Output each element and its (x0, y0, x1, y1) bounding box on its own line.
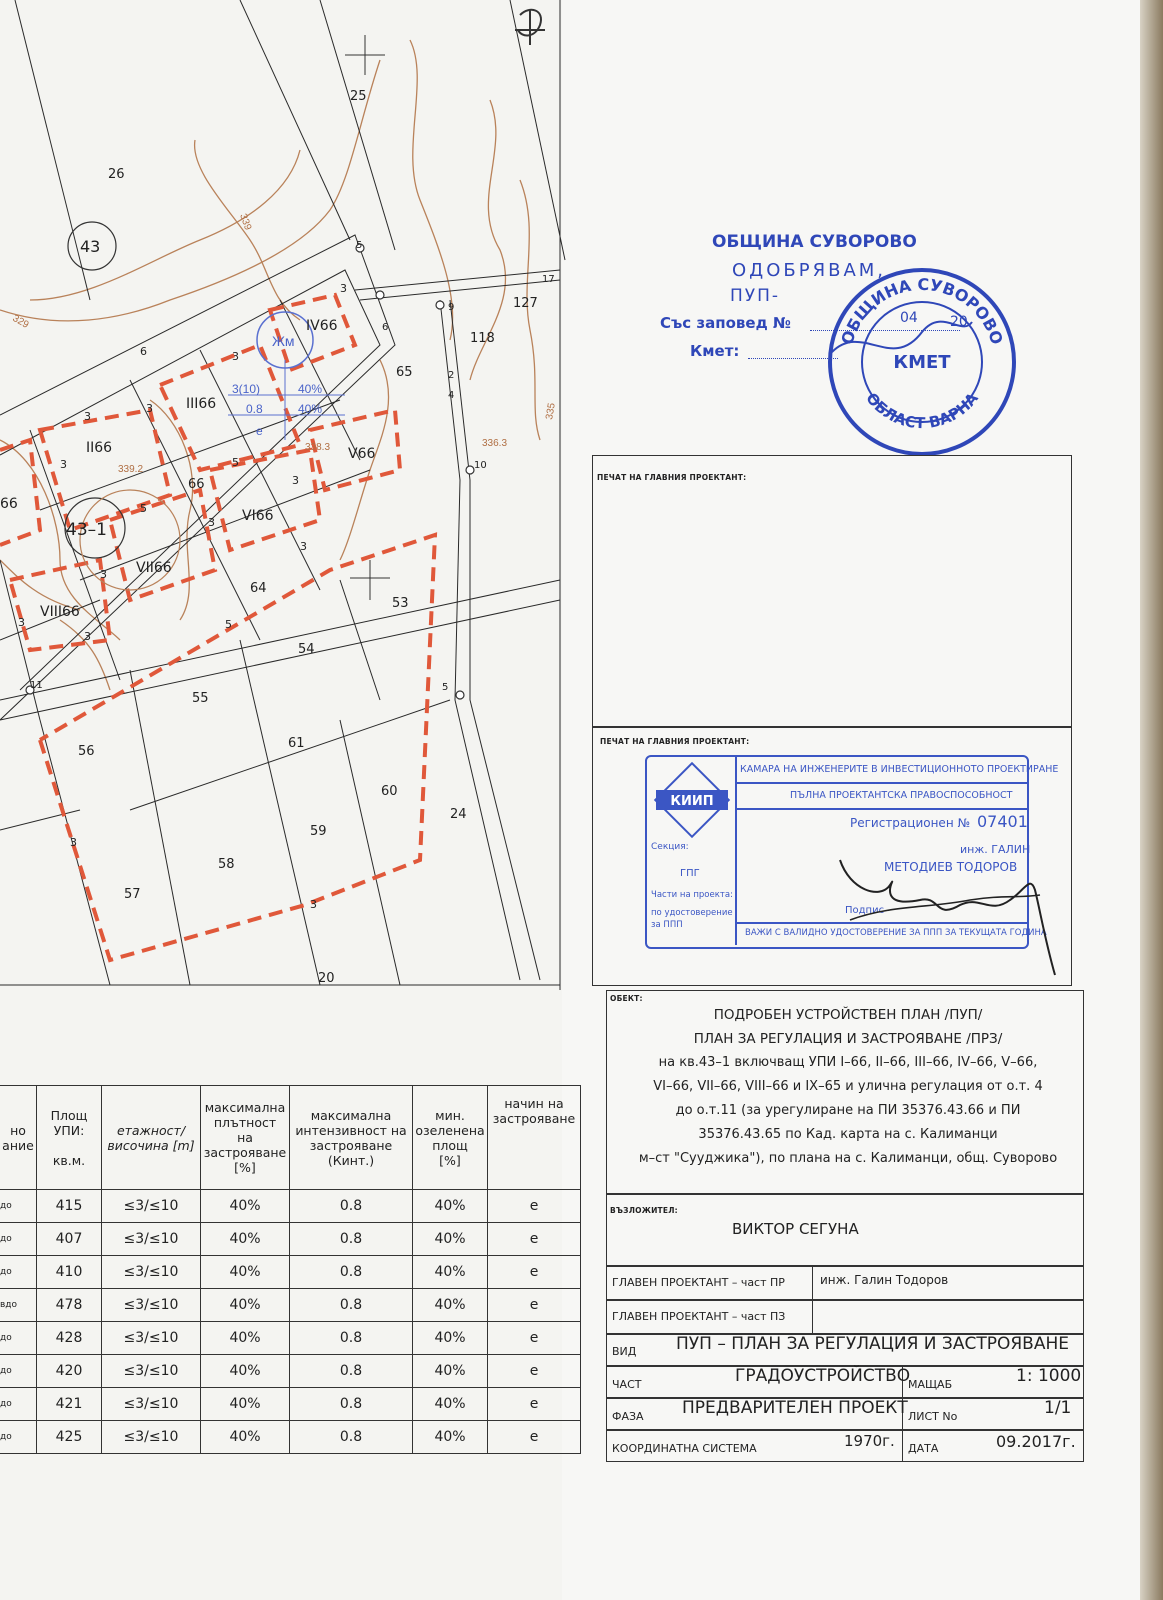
scale-value: 1: 1000 (1016, 1366, 1082, 1386)
col-area-header: Площ УПИ: кв.м. (37, 1086, 102, 1190)
table-row (0, 1421, 581, 1454)
table-cell-area: 478 (37, 1289, 102, 1322)
table-cell-c0: до (0, 1223, 37, 1256)
table-cell-density: 40% (201, 1223, 290, 1256)
object-line-2: ПЛАН ЗА РЕГУЛАЦИЯ И ЗАСТРОЯВАНЕ /ПРЗ/ (693, 1031, 1003, 1047)
north-mark-icon (500, 0, 560, 50)
table-cell-method: е (488, 1256, 581, 1289)
svg-text:КИИП: КИИП (670, 794, 714, 809)
table-cell-area: 420 (37, 1355, 102, 1388)
svg-text:3: 3 (18, 616, 25, 629)
parcel-label: 58 (218, 857, 235, 872)
designer-stamp-box-1 (592, 455, 1072, 727)
stamp-box-1-caption: ПЕЧАТ НА ГЛАВНИЯ ПРОЕКТАНТ: (597, 473, 747, 482)
parcel-label: 61 (288, 736, 305, 751)
parcel-label: 54 (298, 642, 315, 657)
table-cell-intensity: 0.8 (290, 1421, 413, 1454)
svg-text:5: 5 (225, 618, 232, 631)
coord-value: 1970г. (844, 1432, 895, 1450)
kiip-chamber: КАМАРА НА ИНЖЕНЕРИТЕ В ИНВЕСТИЦИОННОТО ПРОЕКТИРАНЕ (740, 764, 1059, 775)
table-cell-area: 421 (37, 1388, 102, 1421)
table-cell-green: 40% (413, 1256, 488, 1289)
contour-lines (0, 40, 540, 690)
parcel-label: 64 (250, 581, 267, 596)
municipality-stamp-line4: Със заповед № (660, 314, 791, 332)
chief-pr-value: инж. Галин Тодоров (820, 1273, 949, 1287)
svg-text:ОБЩИНА СУВОРОВО: ОБЩИНА СУВОРОВО (837, 274, 1007, 347)
table-row (0, 1322, 581, 1355)
object-line-1: ПОДРОБЕН УСТРОЙСТВЕН ПЛАН /ПУП/ (713, 1007, 983, 1023)
svg-text:2: 2 (448, 370, 455, 381)
parcel-label: 65 (396, 365, 413, 380)
table-cell-area: 415 (37, 1190, 102, 1223)
kiip-parts-value-2: за ППП (651, 920, 683, 930)
parcel-label: 20 (318, 971, 335, 986)
svg-text:3: 3 (70, 836, 77, 849)
chief-pz-label: ГЛАВЕН ПРОЕКТАНТ – част ПЗ (612, 1310, 786, 1323)
table-cell-green: 40% (413, 1190, 488, 1223)
kiip-section-label: Секция: (651, 842, 689, 852)
table-cell-floors: ≤3/≤10 (102, 1256, 201, 1289)
table-cell-intensity: 0.8 (290, 1289, 413, 1322)
svg-text:336.3: 336.3 (482, 438, 508, 449)
kiip-parts-value: по удостоверение (651, 908, 733, 918)
parcel-label: 60 (381, 784, 398, 799)
kiip-reg-label: Регистрационен № (850, 816, 970, 830)
upi-label: VII66 (136, 560, 172, 576)
kiip-parts-label: Части на проекта: (651, 890, 733, 900)
table-row (0, 1190, 581, 1223)
date-label: ДАТА (908, 1442, 939, 1455)
object-caption: ОБЕКТ: (610, 994, 643, 1003)
svg-text:5: 5 (442, 682, 449, 693)
assignor-value: ВИКТОР СЕГУНА (732, 1220, 859, 1238)
part-value: ГРАДОУСТРОЙСТВО (735, 1366, 911, 1386)
parcel-label: 53 (392, 596, 409, 611)
col-name-header: но ание (0, 1086, 37, 1190)
table-cell-floors: ≤3/≤10 (102, 1322, 201, 1355)
stamp-date-fragment: 04 (900, 310, 918, 326)
svg-text:5: 5 (356, 240, 363, 251)
table-cell-c0: до (0, 1421, 37, 1454)
kiip-engineer-line2: МЕТОДИЕВ ТОДОРОВ (884, 860, 1018, 874)
table-row (0, 1355, 581, 1388)
col-density-header: максимална плътност на застрояване [%] (201, 1086, 290, 1190)
kiip-reg-no: 07401 (977, 812, 1028, 831)
svg-text:338.3: 338.3 (305, 442, 331, 453)
table-row (0, 1388, 581, 1421)
handwritten-signature (830, 850, 1070, 980)
kiip-logo-icon (652, 760, 732, 840)
parcel-label: 127 (513, 296, 538, 311)
upi-label: VI66 (242, 508, 274, 524)
svg-text:3: 3 (208, 516, 215, 529)
upi-label: V66 (348, 446, 376, 462)
table-cell-area: 407 (37, 1223, 102, 1256)
svg-text:6: 6 (382, 322, 389, 333)
phase-label: ФАЗА (612, 1410, 644, 1423)
table-cell-floors: ≤3/≤10 (102, 1190, 201, 1223)
table-row (0, 1289, 581, 1322)
table-cell-c0: до (0, 1388, 37, 1421)
parcel-label: 55 (192, 691, 209, 706)
table-cell-c0: до (0, 1322, 37, 1355)
svg-text:3: 3 (146, 402, 153, 415)
block-label-2: 43–1 (66, 520, 107, 540)
table-cell-density: 40% (201, 1388, 290, 1421)
date-value: 09.2017г. (996, 1432, 1076, 1451)
table-cell-floors: ≤3/≤10 (102, 1289, 201, 1322)
object-line-3: на кв.43–1 включващ УПИ I–66, II–66, III–66, IV–66, V–66, (658, 1055, 1038, 1070)
table-cell-density: 40% (201, 1355, 290, 1388)
svg-text:3: 3 (300, 540, 307, 553)
table-cell-area: 410 (37, 1256, 102, 1289)
upi-label: VIII66 (40, 604, 80, 620)
svg-text:11: 11 (30, 680, 43, 691)
table-row (0, 1256, 581, 1289)
svg-text:335: 335 (544, 402, 558, 421)
parcel-label: 25 (350, 89, 367, 104)
svg-text:Жм: Жм (272, 333, 295, 349)
upi-label: II66 (86, 440, 113, 456)
parcel-label: 66 (188, 477, 205, 492)
svg-text:4: 4 (448, 390, 455, 401)
type-value: ПУП – ПЛАН ЗА РЕГУЛАЦИЯ И ЗАСТРОЯВАНЕ (676, 1334, 1069, 1354)
table-cell-green: 40% (413, 1322, 488, 1355)
svg-text:40%: 40% (298, 382, 323, 396)
object-line-5: до о.т.11 (за урегулиране на ПИ 35376.43.66 и ПИ (675, 1103, 1021, 1118)
svg-text:9: 9 (448, 302, 455, 313)
svg-text:40%: 40% (298, 402, 323, 416)
table-cell-floors: ≤3/≤10 (102, 1388, 201, 1421)
table-row (0, 1223, 581, 1256)
parcel-label: 118 (470, 331, 495, 346)
table-cell-method: е (488, 1355, 581, 1388)
table-cell-density: 40% (201, 1289, 290, 1322)
municipality-stamp-line1: ОБЩИНА СУВОРОВО (712, 232, 917, 252)
table-cell-density: 40% (201, 1421, 290, 1454)
col-intensity-header: максимална интензивност на застрояване (Кинт.) (290, 1086, 413, 1190)
municipality-stamp-line5: Кмет: (690, 342, 740, 360)
municipality-stamp-line3: ПУП- (730, 286, 781, 306)
table-cell-density: 40% (201, 1190, 290, 1223)
table-cell-green: 40% (413, 1421, 488, 1454)
round-seal (822, 262, 1022, 462)
table-cell-intensity: 0.8 (290, 1223, 413, 1256)
object-line-6: 35376.43.65 по Кад. карта на с. Калиманци (698, 1127, 998, 1142)
parcel-label: 24 (450, 807, 467, 822)
svg-text:e: e (256, 424, 263, 438)
stamp-box-2-caption: ПЕЧАТ НА ГЛАВНИЯ ПРОЕКТАНТ: (600, 737, 750, 746)
kiip-validity: ВАЖИ С ВАЛИДНО УДОСТОВЕРЕНИЕ ЗА ППП ЗА ТЕКУЩАТА ГОДИНА (745, 928, 1047, 938)
svg-text:0.8: 0.8 (246, 402, 263, 416)
table-cell-c0: до (0, 1355, 37, 1388)
street-points (26, 244, 474, 699)
svg-text:339.2: 339.2 (118, 464, 144, 475)
table-cell-intensity: 0.8 (290, 1355, 413, 1388)
svg-text:3: 3 (292, 474, 299, 487)
upi-label: III66 (186, 396, 217, 412)
table-cell-method: е (488, 1322, 581, 1355)
part-label: ЧАСТ (612, 1378, 642, 1391)
parcel-label: 57 (124, 887, 141, 902)
table-cell-floors: ≤3/≤10 (102, 1223, 201, 1256)
municipality-stamp-line2: ОДОБРЯВАМ, (732, 260, 887, 281)
svg-text:329: 329 (10, 313, 31, 331)
plan-drawing (0, 0, 580, 1000)
parcel-boundaries (0, 0, 565, 990)
table-cell-density: 40% (201, 1322, 290, 1355)
table-cell-c0: до (0, 1190, 37, 1223)
svg-text:17: 17 (542, 274, 555, 285)
sheet-value: 1/1 (1044, 1398, 1072, 1418)
svg-text:339: 339 (237, 212, 254, 232)
svg-text:3(10): 3(10) (232, 382, 261, 396)
table-cell-area: 425 (37, 1421, 102, 1454)
kiip-engineer-line1: инж. ГАЛИН (960, 843, 1031, 856)
scan-edge (1140, 0, 1163, 1600)
table-cell-green: 40% (413, 1355, 488, 1388)
parcel-label: 56 (78, 744, 95, 759)
object-line-4: VI–66, VII–66, VIII–66 и IX–65 и улична регулация от о.т. 4 (653, 1079, 1043, 1094)
scale-label: МАЩАБ (908, 1378, 953, 1391)
table-cell-c0: до (0, 1256, 37, 1289)
col-method-header: начин на застрояване (488, 1086, 581, 1190)
svg-text:5: 5 (232, 456, 239, 469)
svg-text:3: 3 (232, 350, 239, 363)
kiip-capacity: ПЪЛНА ПРОЕКТАНТСКА ПРАВОСПОСОБНОСТ (790, 790, 1013, 801)
table-cell-intensity: 0.8 (290, 1322, 413, 1355)
table-cell-intensity: 0.8 (290, 1388, 413, 1421)
svg-text:10: 10 (474, 460, 487, 471)
table-header-row (0, 1086, 581, 1190)
table-cell-method: е (488, 1223, 581, 1256)
table-cell-area: 428 (37, 1322, 102, 1355)
table-cell-intensity: 0.8 (290, 1256, 413, 1289)
table-cell-floors: ≤3/≤10 (102, 1421, 201, 1454)
col-green-header: мин. озеленена площ [%] (413, 1086, 488, 1190)
table-cell-green: 40% (413, 1223, 488, 1256)
svg-text:3: 3 (100, 568, 107, 581)
table-cell-density: 40% (201, 1256, 290, 1289)
table-cell-method: е (488, 1388, 581, 1421)
kiip-signature-label: Подпис (845, 905, 885, 916)
svg-text:6: 6 (140, 345, 147, 358)
table-cell-method: е (488, 1289, 581, 1322)
parcel-label: 26 (108, 167, 125, 182)
table-cell-intensity: 0.8 (290, 1190, 413, 1223)
type-label: ВИД (612, 1345, 637, 1358)
svg-text:КМЕТ: КМЕТ (893, 352, 951, 373)
assignor-label: ВЪЗЛОЖИТЕЛ: (610, 1206, 678, 1215)
table-cell-green: 40% (413, 1388, 488, 1421)
svg-text:3: 3 (84, 630, 91, 643)
svg-text:3: 3 (84, 410, 91, 423)
svg-text:5: 5 (140, 502, 147, 515)
svg-text:3: 3 (60, 458, 67, 471)
table-cell-floors: ≤3/≤10 (102, 1355, 201, 1388)
table-cell-method: е (488, 1421, 581, 1454)
parcel-label: 59 (310, 824, 327, 839)
table-cell-green: 40% (413, 1289, 488, 1322)
parameters-table (0, 1085, 581, 1454)
svg-text:3: 3 (340, 282, 347, 295)
block-label: 43 (80, 237, 101, 256)
stamp-year-fragment: 20 (950, 314, 968, 330)
phase-value: ПРЕДВАРИТЕЛЕН ПРОЕКТ (682, 1398, 908, 1418)
sheet-label: ЛИСТ No (908, 1410, 958, 1423)
coord-label: КООРДИНАТНА СИСТЕМА (612, 1442, 757, 1455)
upi-label: IV66 (306, 318, 338, 334)
col-floors-header: етажност/ височина [m] (102, 1086, 201, 1190)
table-cell-c0: вдо (0, 1289, 37, 1322)
upi-label: 66 (0, 496, 18, 512)
svg-text:3: 3 (310, 898, 317, 911)
svg-text:ОБЛАСТ ВАРНА: ОБЛАСТ ВАРНА (862, 389, 982, 433)
object-line-7: м–ст "Сууджика"), по плана на с. Калиманци, общ. Суворово (638, 1151, 1058, 1166)
table-cell-method: е (488, 1190, 581, 1223)
chief-pr-label: ГЛАВЕН ПРОЕКТАНТ – част ПР (612, 1276, 785, 1289)
kiip-section-value: ГПГ (680, 868, 700, 879)
